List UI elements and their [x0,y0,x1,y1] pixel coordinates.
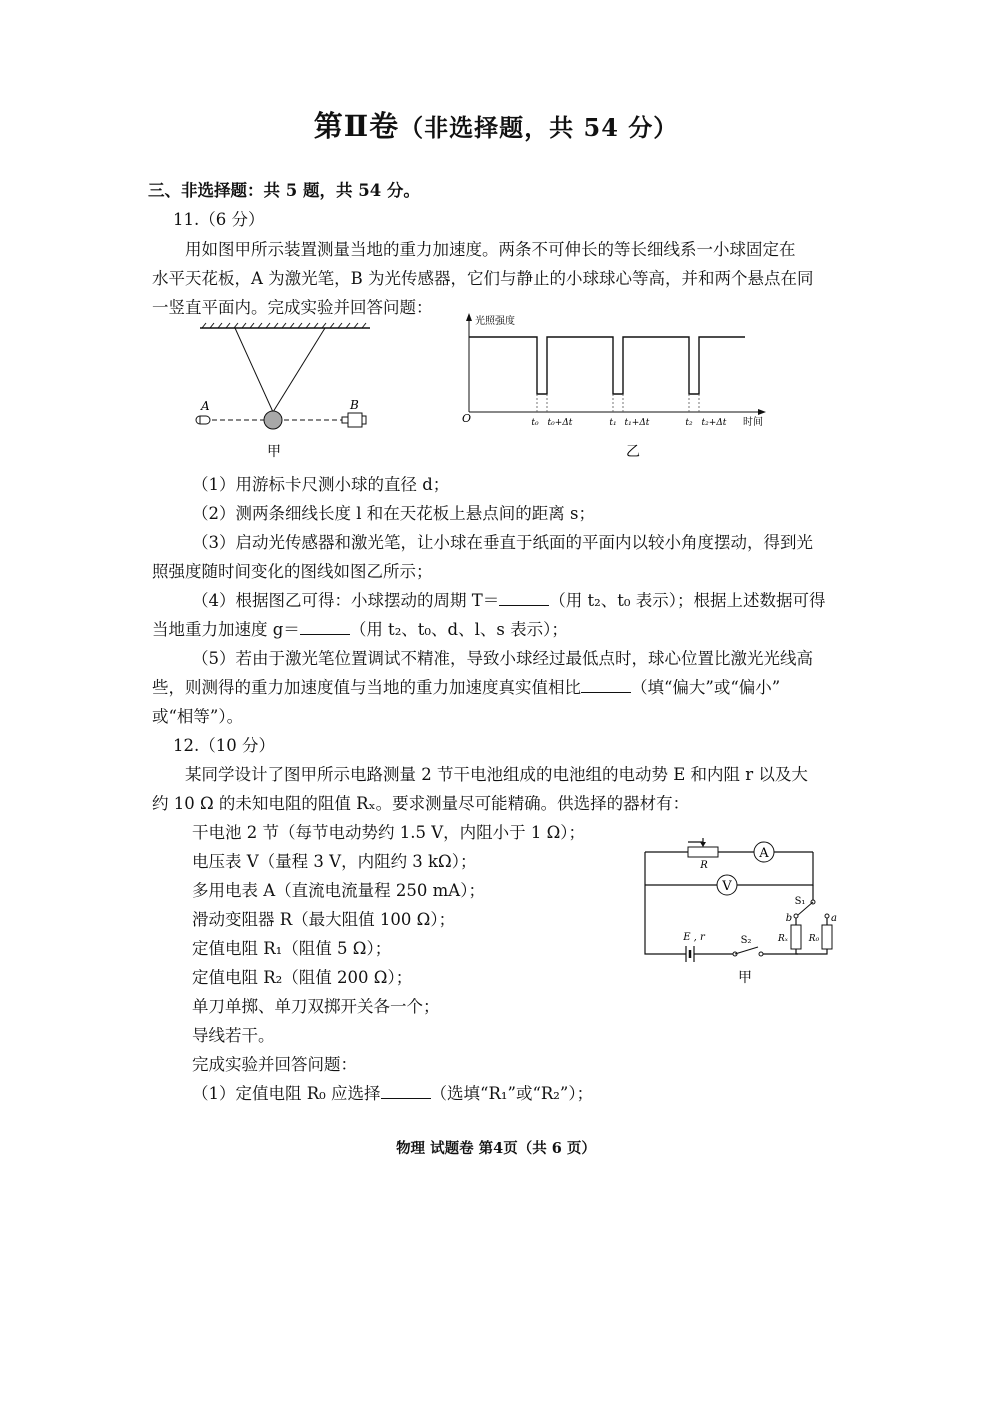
q11-step-1: （1）用游标卡尺测小球的直径 d； [192,475,450,494]
intensity-curve [469,337,745,394]
q11-stem-2: 水平天花板，A 为激光笔，B 为光传感器，它们与静止的小球球心等高，并和两个悬点在同 [152,269,814,288]
r0-answer-blank[interactable] [381,1084,431,1099]
q11-step-4a-hint: （用 t₂、t₀ 表示）；根据上述数据可得 [549,591,826,610]
light-intensity-graph [455,310,775,460]
period-answer-blank[interactable] [499,591,549,606]
q11-step-5b-text: 些，则测得的重力加速度值与当地的重力加速度真实值相比 [152,678,581,697]
q11-step-3b: 照强度随时间变化的图线如图乙所示； [152,562,433,581]
y-axis-arrow [466,313,472,321]
q11-step-5c: 或“相等”）。 [152,707,244,726]
rx-label: Rₓ [778,934,788,944]
origin-label: O [462,412,472,425]
r0-resistor-symbol [822,925,832,949]
label-a: A [201,399,210,413]
tick-t1: t₁ [609,418,617,428]
page-title [0,104,992,145]
x-axis-label: 时间 [743,417,763,428]
q11-stem-1: 用如图甲所示装置测量当地的重力加速度。两条不可伸长的等长细线系一小球固定在 [185,240,796,259]
rheostat-symbol [688,838,718,857]
equipment-multimeter: 多用电表 A（直流电流量程 250 mA）； [192,881,485,900]
x-axis-arrow [758,409,766,415]
s2-label: S₂ [740,935,752,946]
q11-step-5b [152,678,780,698]
equipment-r1: 定值电阻 R₁（阻值 5 Ω）； [192,939,392,958]
battery-label: E , r [683,932,705,943]
equipment-voltmeter: 电压表 V（量程 3 V，内阻约 3 kΩ）； [192,852,477,871]
q11-step-4a-text: （4）根据图乙可得：小球摆动的周期 T＝ [192,591,500,610]
s1-label: S₁ [794,896,806,907]
string-right [273,328,325,412]
battery-symbol [686,946,694,962]
light-sensor-icon [342,413,366,427]
q11-step-4b [152,620,568,640]
tick-t2-dt: t₂+Δt [701,418,727,428]
ammeter-label: A [759,846,769,861]
section-heading: 三、非选择题：共 5 题，共 54 分。 [148,181,420,200]
tick-t2: t₂ [685,418,693,428]
gravity-answer-blank[interactable] [300,620,350,635]
q11-number: 11.（6 分） [173,210,265,229]
q11-step-3a: （3）启动光传感器和激光笔，让小球在垂直于纸面的平面内以较小角度摆动，得到光 [192,533,813,552]
q11-step-4a [192,591,825,611]
q11-step-2: （2）测两条细线长度 l 和在天花板上悬点间的距离 s； [192,504,595,523]
circuit-diagram [638,830,838,990]
q11-stem-3: 一竖直平面内。完成实验并回答问题： [152,298,433,317]
rheostat-label: R [700,860,708,871]
string-left [235,328,273,412]
equipment-rheostat: 滑动变阻器 R（最大阻值 100 Ω）； [192,910,456,929]
tick-t0-dt: t₀+Δt [547,418,573,428]
q12-number: 12.（10 分） [173,736,275,755]
equipment-battery: 干电池 2 节（每节电动势约 1.5 V，内阻小于 1 Ω）； [192,823,586,842]
laser-pointer-icon [196,416,210,424]
q12-complete: 完成实验并回答问题： [192,1055,357,1074]
title-main: 第Ⅱ卷 [313,109,400,143]
label-b: B [350,398,359,412]
voltmeter-label: V [722,879,732,894]
tick-t0: t₀ [531,418,539,428]
tick-t1-dt: t₁+Δt [624,418,650,428]
q11-step-5b-hint: （填“偏大”或“偏小” [631,678,781,697]
y-axis-label: 光照强度 [475,316,515,327]
r0-label: R₀ [808,934,820,944]
q11-step-4b-hint: （用 t₂、t₀、d、l、s 表示）； [349,620,568,639]
ball [264,411,282,429]
q12-stem-2: 约 10 Ω 的未知电阻的阻值 Rₓ。要求测量尽可能精确。供选择的器材有： [152,794,690,813]
q11-step-4b-text: 当地重力加速度 g＝ [152,620,300,639]
q12-step-1 [192,1084,593,1104]
terminal-b-label: b [785,913,793,924]
switch-s2-symbol [733,947,763,956]
equipment-switches: 单刀单掷、单刀双掷开关各一个； [192,997,440,1016]
q11-step-5a: （5）若由于激光笔位置调试不精准，导致小球经过最低点时，球心位置比激光光线高 [192,649,813,668]
q12-step-1-text: （1）定值电阻 R₀ 应选择 [192,1084,381,1103]
title-sub: （非选择题，共 54 分） [399,113,679,142]
fig-yi-caption: 乙 [626,444,640,460]
equipment-wires: 导线若干。 [192,1026,275,1045]
voltmeter-symbol [717,875,737,895]
tick-guides [537,394,699,412]
q12-stem-1: 某同学设计了图甲所示电路测量 2 节干电池组成的电池组的电动势 E 和内阻 r 以及大 [185,765,808,784]
fig-jia-caption: 甲 [267,444,281,460]
comparison-answer-blank[interactable] [581,678,631,693]
page-footer: 物理 试题卷 第4页（共 6 页） [396,1140,596,1157]
pendulum-figure [190,320,390,460]
ammeter-symbol [754,842,774,862]
circuit-caption: 甲 [738,970,752,986]
rx-resistor-symbol [791,925,801,949]
terminal-a-label: a [831,913,837,924]
q12-step-1-hint: （选填“R₁”或“R₂”）； [430,1084,594,1103]
equipment-r2: 定值电阻 R₂（阻值 200 Ω）； [192,968,413,987]
